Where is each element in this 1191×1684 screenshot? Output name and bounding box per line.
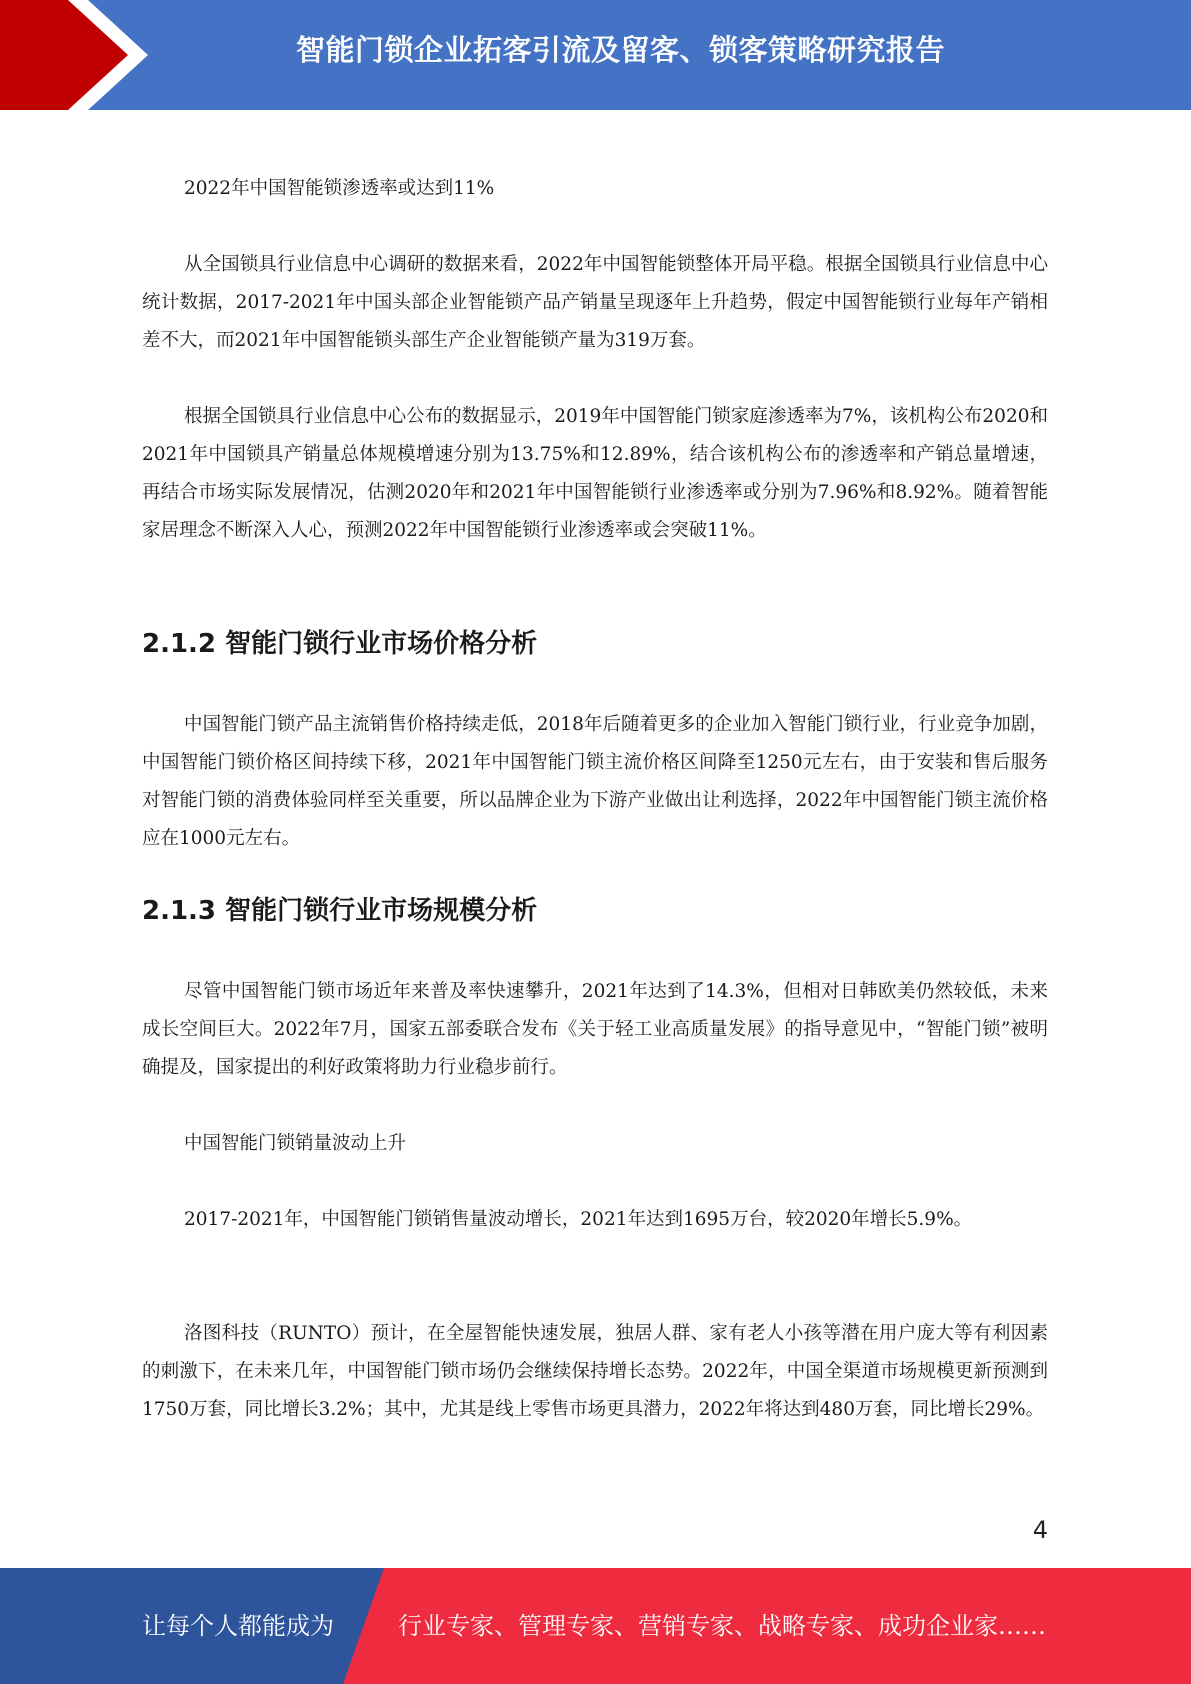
- paragraph-sales-heading: 中国智能门锁销量波动上升: [184, 1133, 407, 1154]
- paragraph-runto-forecast: 洛图科技（RUNTO）预计，在全屋智能快速发展，独居人群、家有老人小孩等潜在用户庞大等有利因素的刺激下，在未来几年，中国智能门锁市场仍会继续保持增长态势。2022年，中国全渠道市场规模更新预测到1750万套，同比增长3.2%；其中，尤其是线上零售市场更具潜力，2022年将达到480万套，同比增长29%。: [142, 1323, 1048, 1420]
- paragraph-penetration-rate: 根据全国锁具行业信息中心公布的数据显示，2019年中国智能门锁家庭渗透率为7%，该机构公布2020和2021年中国锁具产销量总体规模增速分别为13.75%和12.89%，结合该机构公布的渗透率和产销总量增速，再结合市场实际发展情况，估测2020年和2021年中国智能锁行业渗透率或分别为7.96%和8.92%。随着智能家居理念不断深入人心，预测2022年中国智能锁行业渗透率或会突破11%。: [142, 406, 1048, 541]
- paragraph-sales-growth: 2017-2021年，中国智能门锁销售量波动增长，2021年达到1695万台，较2020年增长5.9%。: [184, 1209, 973, 1230]
- page-header: [0, 0, 1191, 110]
- header-chevron-decoration: [0, 0, 150, 110]
- paragraph-lock-output: 从全国锁具行业信息中心调研的数据来看，2022年中国智能锁整体开局平稳。根据全国锁具行业信息中心统计数据，2017-2021年中国头部企业智能锁产品产销量呈现逐年上升趋势，假定中国智能锁行业每年产销相差不大，而2021年中国智能锁头部生产企业智能锁产量为319万套。: [142, 254, 1048, 351]
- page-footer: [0, 1568, 1191, 1684]
- page-number: 4: [1032, 1516, 1048, 1544]
- section-heading-2-1-3: 2.1.3 智能门锁行业市场规模分析: [142, 896, 538, 926]
- paragraph-price-analysis: 中国智能门锁产品主流销售价格持续走低，2018年后随着更多的企业加入智能门锁行业，行业竞争加剧，中国智能门锁价格区间持续下移，2021年中国智能门锁主流价格区间降至1250元左右，由于安装和售后服务对智能门锁的消费体验同样至关重要，所以品牌企业为下游产业做出让利选择，2022年中国智能门锁主流价格应在1000元左右。: [142, 714, 1048, 849]
- footer-slogan-left: 让每个人都能成为: [142, 1612, 334, 1640]
- paragraph-market-scale: 尽管中国智能门锁市场近年来普及率快速攀升，2021年达到了14.3%，但相对日韩欧美仍然较低，未来成长空间巨大。2022年7月，国家五部委联合发布《关于轻工业高质量发展》的指导意见中，“智能门锁”被明确提及，国家提出的利好政策将助力行业稳步前行。: [142, 981, 1048, 1078]
- footer-slogan-right: 行业专家、管理专家、营销专家、战略专家、成功企业家……: [398, 1612, 1046, 1640]
- report-title: 智能门锁企业拓客引流及留客、锁客策略研究报告: [295, 33, 945, 67]
- paragraph-penetration-heading: 2022年中国智能锁渗透率或达到11%: [184, 178, 495, 199]
- section-heading-2-1-2: 2.1.2 智能门锁行业市场价格分析: [142, 629, 538, 659]
